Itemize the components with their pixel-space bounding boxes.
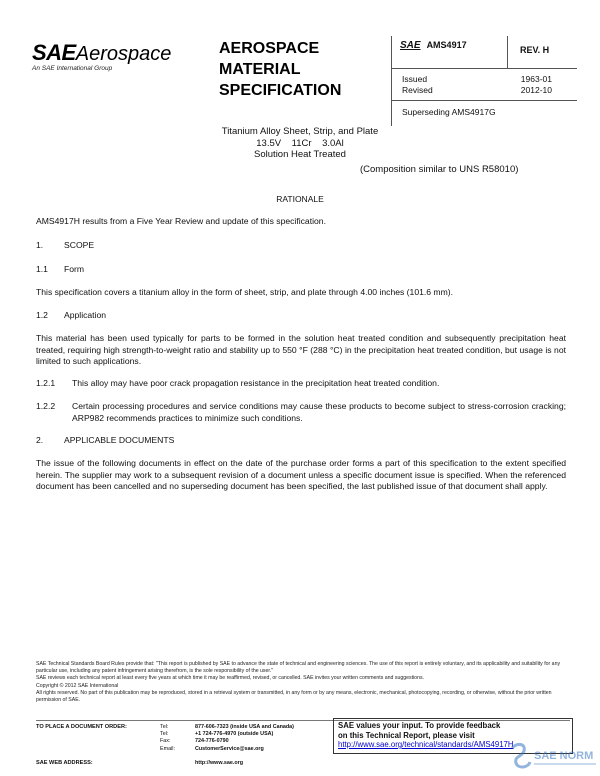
section-number: 1.2.1 xyxy=(36,378,56,388)
contact-value: 724-776-0790 xyxy=(195,738,229,745)
contact-value: 877-606-7323 (inside USA and Canada) xyxy=(195,724,294,730)
doc-prefix: SAE xyxy=(400,40,421,51)
logo-group-text: An SAE International Group xyxy=(32,65,113,72)
section-1-2-1 xyxy=(36,378,566,390)
order-label: TO PLACE A DOCUMENT ORDER: xyxy=(36,724,127,730)
revision-label: REV. H xyxy=(520,45,550,55)
feedback-line-1: SAE values your input. To provide feedback xyxy=(338,721,501,730)
footer-note: All rights reserved. No part of this publication may be reproduced, stored in a retrieval system or transmitted, in any form or by any means, electronic, mechanical, photocopying, recording, or otherwise, without the prior written permission of SAE. xyxy=(36,689,552,704)
contact-row xyxy=(160,731,294,738)
section-1-1-heading xyxy=(36,264,84,274)
logo-aerospace-text: Aerospace xyxy=(75,43,172,65)
contact-list xyxy=(160,724,294,753)
contact-row xyxy=(160,724,294,731)
section-1-2-2 xyxy=(36,401,566,424)
footer-note: SAE reviews each technical report at least every five years at which time it may be reaffirmed, revised, or cancelled. SAE invites your written comments and suggestions. xyxy=(36,675,424,682)
material-line-2: 13.5V 11Cr 3.0Al xyxy=(256,137,344,149)
sae-norm-watermark-logo xyxy=(508,742,598,770)
feedback-line-2: on this Technical Report, please visit xyxy=(338,730,475,740)
section-number: 2. xyxy=(36,435,44,445)
material-line-1: Titanium Alloy Sheet, Strip, and Plate xyxy=(221,126,379,137)
watermark-text: SAE NORM xyxy=(534,750,594,762)
issued-label: Issued xyxy=(402,74,428,84)
section-title: Form xyxy=(64,264,85,274)
doc-number-value: AMS4917 xyxy=(426,40,467,50)
spec-title-line-3: SPECIFICATION xyxy=(219,82,342,99)
spec-title-line-2: MATERIAL xyxy=(219,61,301,78)
contact-key: Email: xyxy=(160,745,175,752)
contact-row xyxy=(160,738,294,745)
sae-aerospace-logo xyxy=(32,40,192,74)
section-title: APPLICABLE DOCUMENTS xyxy=(64,435,175,445)
material-title xyxy=(160,126,440,161)
section-number: 1. xyxy=(36,240,44,250)
footer-notes xyxy=(36,661,570,704)
section-2-heading xyxy=(36,435,174,445)
section-number: 1.2.2 xyxy=(36,401,56,411)
rationale-text: AMS4917H results from a Five Year Review and update of this specification. xyxy=(36,216,326,226)
document-number xyxy=(400,40,500,62)
contact-row xyxy=(160,746,294,753)
issued-value: 1963-01 xyxy=(520,74,552,84)
contact-key: Tel: xyxy=(160,731,169,738)
contact-value: +1 724-776-4970 (outside USA) xyxy=(195,731,274,738)
rationale-heading: RATIONALE xyxy=(276,194,324,204)
section-number: 1.2 xyxy=(36,310,48,320)
spec-title xyxy=(219,38,379,101)
section-number: 1.1 xyxy=(36,264,48,274)
composition-note: (Composition similar to UNS R58010) xyxy=(360,164,519,175)
feedback-link[interactable]: http://www.sae.org/technical/standards/AMS4917H xyxy=(338,740,514,749)
revised-value: 2012-10 xyxy=(520,84,552,95)
header-divider xyxy=(507,36,508,69)
spec-title-line-1: AEROSPACE xyxy=(219,40,320,57)
contact-key: Tel: xyxy=(160,724,169,730)
web-address-label: SAE WEB ADDRESS: xyxy=(36,760,93,766)
material-line-3: Solution Heat Treated xyxy=(254,149,346,160)
footer-note: SAE Technical Standards Board Rules provide that: "This report is published by SAE to advance the state of technical and engineering sciences. The use of this report is entirely voluntary, and its applicability and suitability for any particular use, including any patent infringement arising therefrom, is the sole responsibility of the user." xyxy=(36,661,561,675)
section-2-text: The issue of the following documents in effect on the date of the purchase order forms a part of this specification to the extent specified herein. The supplier may work to a subsequent revision of a document unless a specific document issue is specified. When the referenced document has been cancelled and no superseding document has been specified, the last published issue of that document shall apply. xyxy=(36,458,566,491)
section-1-1-text: This specification covers a titanium alloy in the form of sheet, strip, and plate through 4.00 inches (101.6 mm). xyxy=(36,287,454,297)
contact-email-link[interactable]: CustomerService@sae.org xyxy=(195,745,264,752)
logo-sae-text: SAE xyxy=(32,40,76,65)
header-divider xyxy=(391,68,577,69)
web-address-link[interactable]: http://www.sae.org xyxy=(195,760,244,766)
contact-key: Fax: xyxy=(160,738,171,745)
header-divider xyxy=(391,36,392,126)
section-text: This alloy may have poor crack propagation resistance in the precipitation heat treated condition. xyxy=(72,378,440,388)
section-1-heading xyxy=(36,240,94,250)
issue-dates xyxy=(402,74,552,95)
superseding-note: Superseding AMS4917G xyxy=(402,107,496,117)
section-1-2-text: This material has been used typically for parts to be formed in the solution heat treated condition and subsequently precipitation heat treated, requiring high strength-to-weight ratio and stability up to 550 °F (288 °C) in the precipitation heat treated condition, but usage is not limited to such applications. xyxy=(36,333,566,366)
section-title: Application xyxy=(64,310,107,320)
section-text: Certain processing procedures and service conditions may cause these products to become subject to stress-corrosion cracking; ARP982 recommends practices to minimize such conditions. xyxy=(72,401,566,423)
header-divider xyxy=(391,100,577,101)
revised-label: Revised xyxy=(402,84,433,95)
footer-note: Copyright © 2012 SAE International xyxy=(36,682,119,689)
section-1-2-heading xyxy=(36,310,106,320)
section-title: SCOPE xyxy=(64,240,95,250)
